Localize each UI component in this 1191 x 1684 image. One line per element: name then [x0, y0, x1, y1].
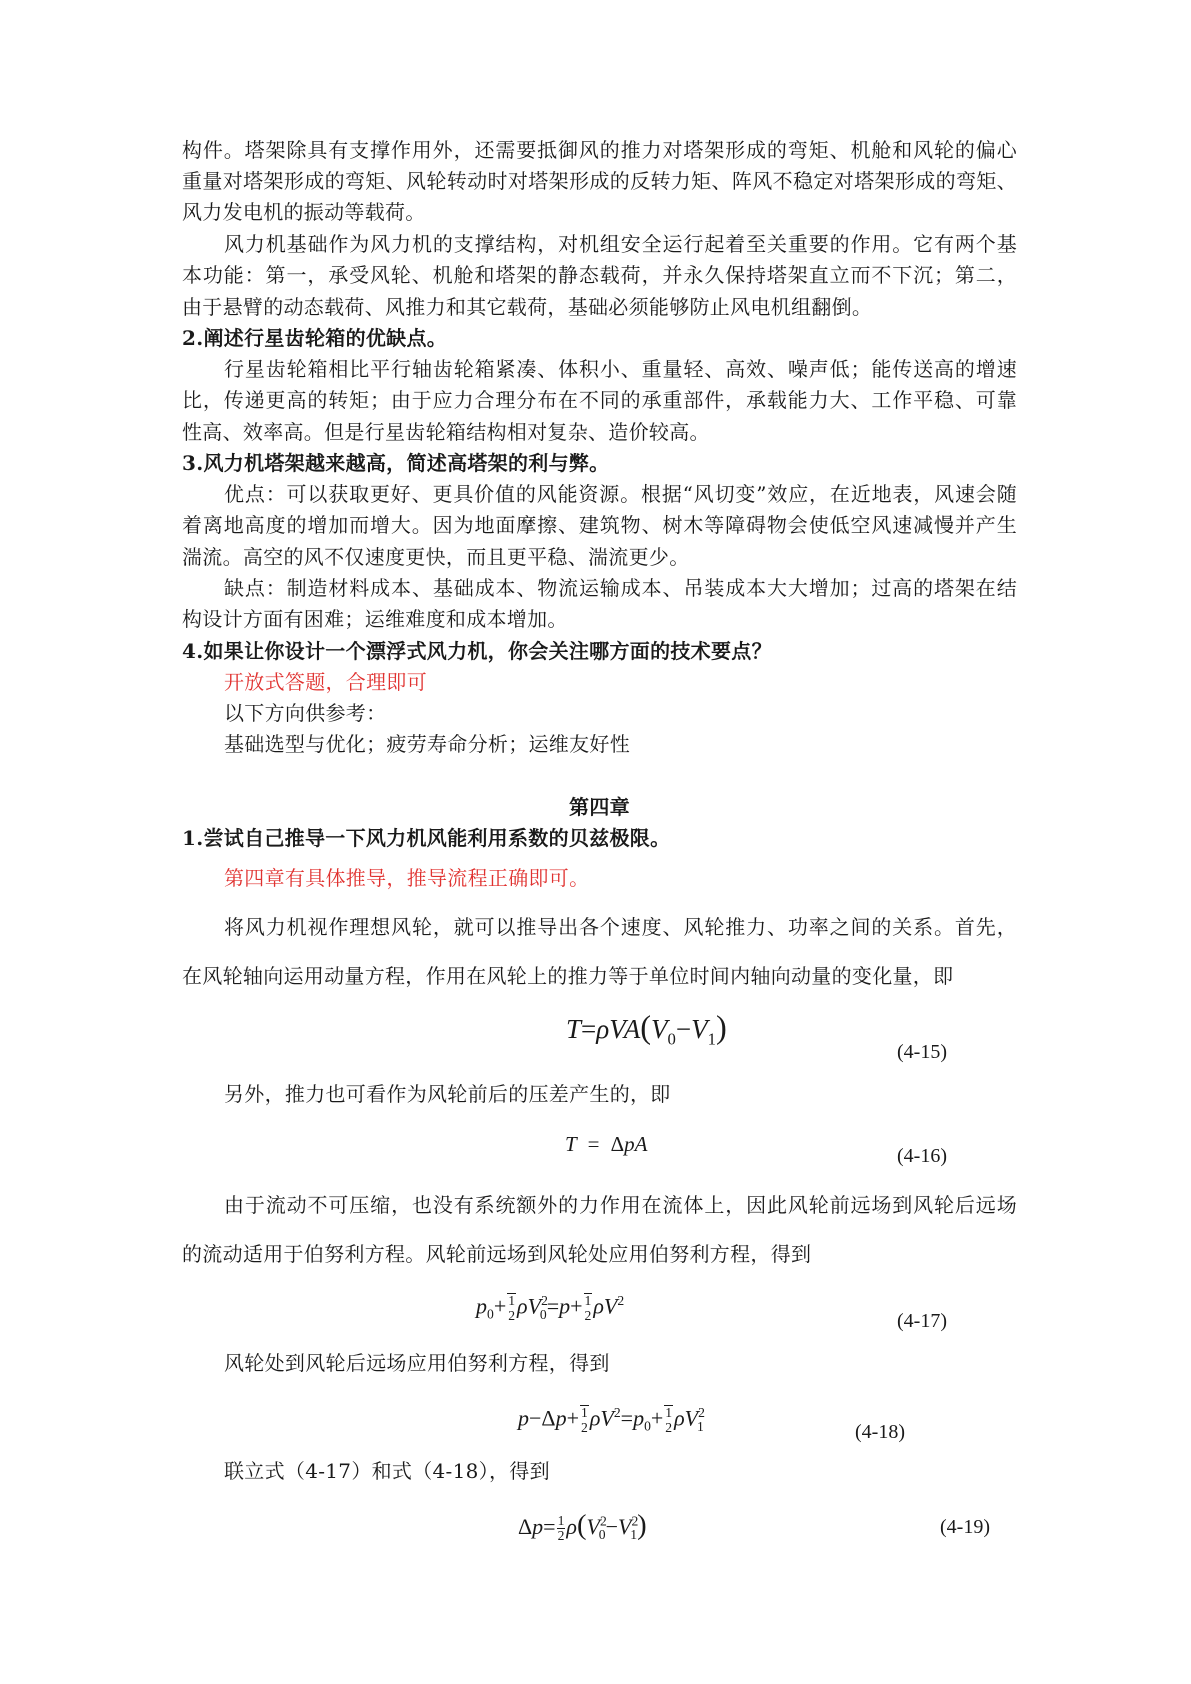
equation-4-18: p−Δp+ 1 2 $\rho V^2=p_0+$ 1 2 $\rho V^2_1$: [518, 1405, 705, 1435]
equation-number: (4-16): [897, 1145, 947, 1167]
answer-line: 着离地高度的增加而增大。因为地面摩擦、建筑物、树木等障碍物会使低空风速减慢并产生: [182, 513, 1017, 537]
answer-line: 缺点：制造材料成本、基础成本、物流运输成本、吊装成本大大增加；过高的塔架在结: [224, 576, 1017, 600]
paragraph-line: 由于流动不可压缩，也没有系统额外的力作用在流体上，因此风轮前远场到风轮后远场: [224, 1193, 1017, 1217]
answer-line: 以下方向供参考：: [224, 701, 387, 725]
paragraph-line: 联立式（4-17）和式（4-18），得到: [224, 1459, 550, 1483]
answer-line: 行星齿轮箱相比平行轴齿轮箱紧凑、体积小、重量轻、高效、噪声低；能传送高的增速: [224, 357, 1017, 381]
grading-note: 第四章有具体推导，推导流程正确即可。: [224, 866, 590, 890]
paragraph-line: 将风力机视作理想风轮，就可以推导出各个速度、风轮推力、功率之间的关系。首先，: [224, 915, 1017, 939]
question-heading: 2.阐述行星齿轮箱的优缺点。: [182, 326, 448, 350]
equation-4-19: Δp= $\frac{1}{2}$ $\rho(V^2_0-V^2_1)$: [518, 1510, 647, 1544]
paragraph-line: 风力机基础作为风力机的支撑结构，对机组安全运行起着至关重要的作用。它有两个基: [224, 232, 1017, 256]
paragraph-line: 另外，推力也可看作为风轮前后的压差产生的，即: [224, 1082, 671, 1106]
grading-note: 开放式答题，合理即可: [224, 670, 427, 694]
equation-number: (4-17): [897, 1310, 947, 1332]
equation-4-17: $p_0+$ 1 2 $\rho V^2_0=p+$ 1 2 $\rho V^2$: [476, 1293, 625, 1323]
paragraph-line: 由于悬臂的动态载荷、风推力和其它载荷，基础必须能够防止风电机组翻倒。: [182, 295, 873, 319]
answer-line: 基础选型与优化；疲劳寿命分析；运维友好性: [224, 732, 630, 756]
equation-number: (4-19): [940, 1516, 990, 1538]
answer-line: 湍流。高空的风不仅速度更快，而且更平稳、湍流更少。: [182, 545, 690, 569]
chapter-heading: 第四章: [569, 795, 630, 819]
question-heading: 1.尝试自己推导一下风力机风能利用系数的贝兹极限。: [182, 826, 671, 850]
paragraph-line: 本功能：第一，承受风轮、机舱和塔架的静态载荷，并永久保持塔架直立而不下沉；第二，: [182, 263, 1017, 287]
equation-number: (4-18): [855, 1421, 905, 1443]
paragraph-line: 风力发电机的振动等载荷。: [182, 200, 426, 224]
equation-4-16: T = ΔpA: [565, 1132, 648, 1156]
question-heading: 3.风力机塔架越来越高，简述高塔架的利与弊。: [182, 451, 610, 475]
answer-line: 优点：可以获取更好、更具价值的风能资源。根据“风切变”效应，在近地表，风速会随: [224, 482, 1017, 506]
paragraph-line: 构件。塔架除具有支撑作用外，还需要抵御风的推力对塔架形成的弯矩、机舱和风轮的偏心: [182, 138, 1017, 162]
paragraph-line: 风轮处到风轮后远场应用伯努利方程，得到: [224, 1351, 610, 1375]
answer-line: 比，传递更高的转矩；由于应力合理分布在不同的承重部件，承载能力大、工作平稳、可靠: [182, 388, 1017, 412]
paragraph-line: 在风轮轴向运用动量方程，作用在风轮上的推力等于单位时间内轴向动量的变化量，即: [182, 964, 954, 988]
answer-line: 构设计方面有困难；运维难度和成本增加。: [182, 607, 568, 631]
paragraph-line: 重量对塔架形成的弯矩、风轮转动时对塔架形成的反转力矩、阵风不稳定对塔架形成的弯矩、: [182, 169, 1017, 193]
answer-line: 性高、效率高。但是行星齿轮箱结构相对复杂、造价较高。: [182, 420, 710, 444]
question-heading: 4.如果让你设计一个漂浮式风力机，你会关注哪方面的技术要点？: [182, 639, 772, 663]
equation-number: (4-15): [897, 1041, 947, 1063]
equation-4-15: $T=\rho VA(V_0-V_1)$: [566, 1010, 727, 1049]
paragraph-line: 的流动适用于伯努利方程。风轮前远场到风轮处应用伯努利方程，得到: [182, 1242, 812, 1266]
